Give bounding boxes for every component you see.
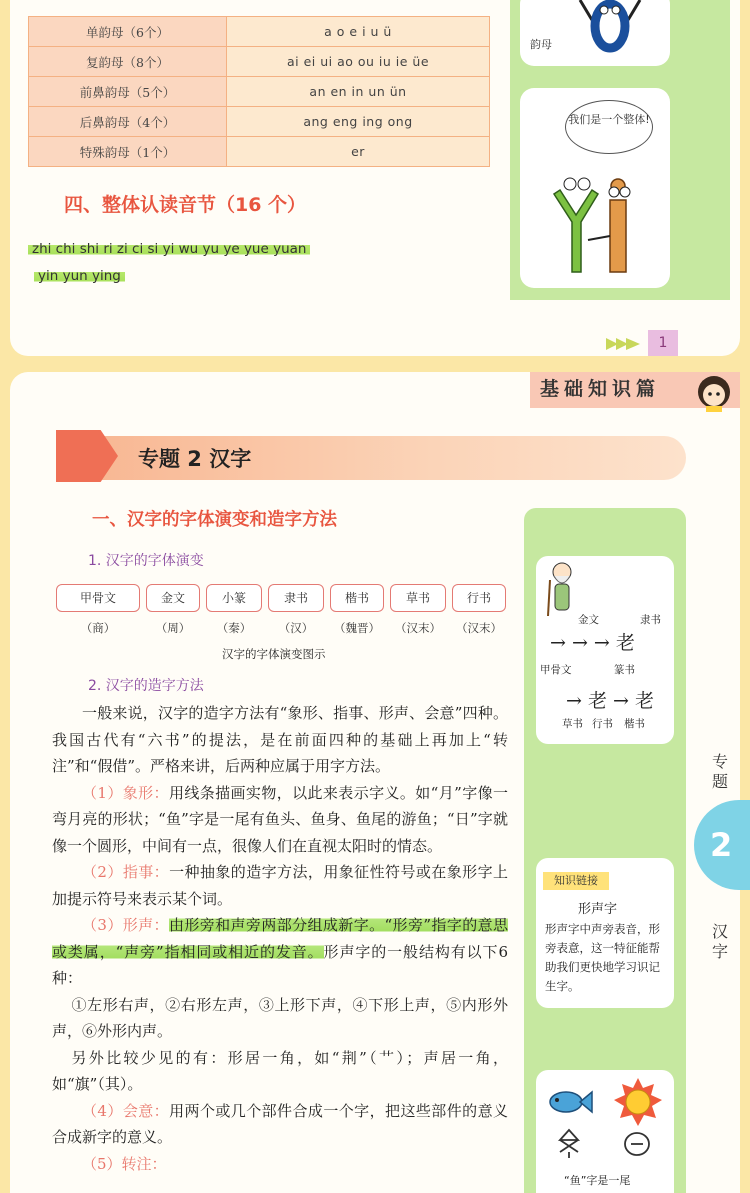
side-label-zhuanshu: 篆书 — [614, 664, 635, 676]
paragraph-method-1 — [52, 780, 508, 860]
old-man-icon — [544, 560, 580, 618]
body-text — [52, 700, 508, 1177]
sun-icon — [614, 1078, 662, 1126]
paragraph-method-2 — [52, 859, 508, 912]
method-text: 用两个或几个部件合成一个字，把这些部件的意义合成新字的意义。 — [52, 1101, 508, 1146]
method-label: （4）会意： — [82, 1101, 170, 1120]
fish-caption: “鱼”字是一尾 — [564, 1174, 631, 1187]
topic-title: 专题 2 汉字 — [138, 447, 252, 471]
section1-title: 一、汉字的字体演变和造字方法 — [92, 510, 337, 530]
page-arrows-icon — [606, 334, 646, 354]
evolution-box-jinwen: 金文 — [146, 584, 200, 612]
sub2-title: 2. 汉字的造字方法 — [88, 678, 204, 694]
dynasty-label: （汉末） — [395, 621, 441, 635]
method-label: （1）象形： — [82, 783, 169, 802]
knowledge-title: 形声字 — [578, 902, 618, 917]
topic-tab-top-label: 专题 — [712, 752, 729, 791]
method-text: 一种抽象的造字方法，用象征性符号或在象形字上加提示符号来表示某个词。 — [52, 863, 508, 908]
topic-tab-bottom-label: 汉字 — [712, 922, 729, 961]
paragraph-method-4 — [52, 1098, 508, 1151]
table-cell-category: 复韵母（8个） — [29, 47, 227, 77]
vowel-character-icon — [570, 0, 650, 60]
dynasty-label: （周） — [155, 621, 191, 635]
side-label-kaishu: 楷书 — [624, 718, 645, 730]
table-cell-values: ai ei ui ao ou iu ie üe — [227, 47, 490, 77]
side-label-caoshu: 草书 — [562, 718, 583, 730]
dynasty-label: （汉） — [278, 621, 314, 635]
table-cell-category: 特殊韵母（1个） — [29, 137, 227, 167]
evolution-box-xingshu: 行书 — [452, 584, 506, 612]
vowel-table — [28, 16, 490, 167]
sub1-title: 1. 汉字的字体演变 — [88, 553, 204, 569]
pinyin-line-1 — [28, 241, 498, 257]
table-cell-category: 后鼻韵母（4个） — [29, 107, 227, 137]
banner-title: 基础知识篇 — [540, 378, 661, 400]
table-row — [29, 77, 490, 107]
method-text: 形声字的一般结构有以下6种： — [52, 942, 508, 987]
table-row — [29, 107, 490, 137]
method-label: （5）转注： — [82, 1154, 167, 1173]
paragraph-method-5 — [52, 1151, 508, 1178]
side-label-lishu: 隶书 — [640, 614, 661, 626]
side-label-jinwen: 金文 — [578, 614, 599, 626]
fish-pictograph-icon — [554, 1128, 584, 1158]
method-highlight: 由形旁和声旁两部分组成新字。“形旁”指字的意思或类属，“声旁”指相同或相近的发音。 — [52, 916, 509, 961]
fish-icon — [544, 1084, 594, 1120]
speech-bubble: 我们是一个整体! — [565, 100, 653, 154]
paragraph-method-3 — [52, 912, 508, 992]
dynasty-label: （魏晋） — [334, 621, 380, 635]
side-glyph-row-1: → → → 老 — [550, 632, 635, 654]
evolution-box-caoshu: 草书 — [390, 584, 446, 612]
pinyin-line-2 — [34, 268, 504, 284]
paragraph-intro: 一般来说，汉字的造字方法有“象形、指事、形声、会意”四种。我国古代有“六书”的提法，是在前面四种的基础上再加上“转注”和“假借”。严格来讲，后两种应属于用字方法。 — [52, 704, 508, 775]
method-label: （3）形声： — [82, 916, 169, 934]
table-cell-values: er — [227, 137, 490, 167]
dynasty-label: （汉末） — [456, 621, 502, 635]
evolution-box-lishu: 隶书 — [268, 584, 324, 612]
dynasty-label: （商） — [80, 621, 116, 635]
table-cell-category: 单韵母（6个） — [29, 17, 227, 47]
table-row — [29, 47, 490, 77]
pinyin-highlight: zhi chi shi ri zi ci si yi wu yu ye yue yuan — [28, 241, 310, 257]
knowledge-text: 形声字中声旁表音，形旁表意，这一特征能帮助我们更快地学习识记生字。 — [545, 922, 660, 993]
topic-tab-number: 2 — [710, 826, 733, 864]
evolution-box-xiaozhuan: 小篆 — [206, 584, 262, 612]
pinyin-highlight: yin yun ying — [34, 268, 125, 284]
side-label: 韵母 — [530, 38, 552, 51]
table-cell-values: an en in un ün — [227, 77, 490, 107]
paragraph-method-3-extra: 另外比较少见的有：形居一角，如“荆”（艹）；声居一角，如“旗”（其）。 — [52, 1048, 508, 1093]
table-cell-category: 前鼻韵母（5个） — [29, 77, 227, 107]
table-cell-values: ang eng ing ong — [227, 107, 490, 137]
evolution-box-kaishu: 楷书 — [330, 584, 384, 612]
dynasty-label: （秦） — [216, 621, 252, 635]
page-number: 1 — [648, 330, 678, 356]
side-label-jiaguwen: 甲骨文 — [540, 664, 572, 676]
paragraph-method-3-list: ①左形右声，②右形左声，③上形下声，④下形上声，⑤内形外声，⑥外形内声。 — [52, 995, 508, 1040]
table-row — [29, 17, 490, 47]
section4-title: 四、整体认读音节（16 个） — [64, 194, 307, 216]
method-text: 用线条描画实物，以此来表示字义。如“月”字像一弯月亮的形状；“鱼”字是一尾有鱼头、鱼身、鱼尾的游鱼；“日”字就像一个圆形，中间有一点，很像人们在直视太阳时的情态。 — [52, 783, 509, 855]
table-cell-values: a o e i u ü — [227, 17, 490, 47]
method-label: （2）指事： — [82, 863, 170, 881]
sun-pictograph-icon — [622, 1130, 652, 1158]
yi-characters-icon — [548, 160, 648, 280]
knowledge-tag: 知识链接 — [543, 872, 609, 890]
evolution-box-jiaguwen: 甲骨文 — [56, 584, 140, 612]
side-glyph-row-2: → 老 → 老 — [566, 690, 654, 712]
table-row — [29, 137, 490, 167]
girl-avatar-icon — [688, 372, 738, 412]
side-label-xingshu: 行书 — [592, 718, 613, 730]
evolution-caption: 汉字的字体演变图示 — [222, 647, 326, 661]
